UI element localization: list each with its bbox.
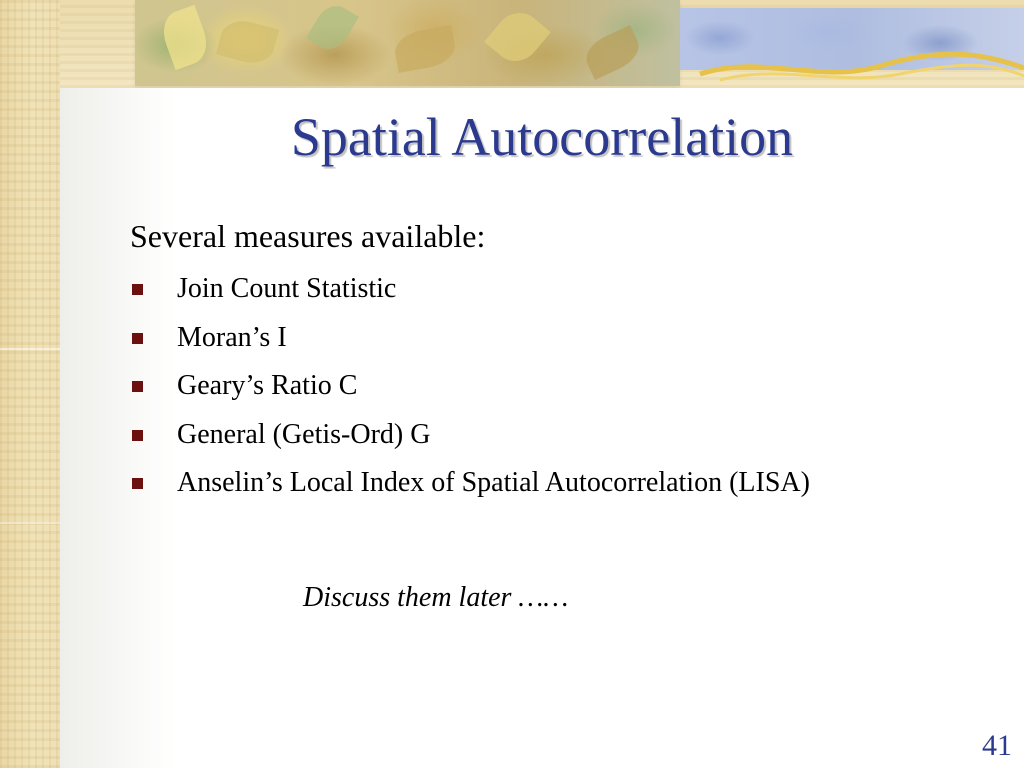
bullet-item (130, 317, 810, 366)
bullet-text: Geary’s Ratio C (177, 370, 358, 401)
bullet-item (130, 365, 810, 414)
leaf-image (392, 25, 458, 73)
leaf-image (484, 3, 551, 70)
page-number: 41 (982, 729, 1012, 762)
bullet-text: Moran’s I (177, 321, 287, 353)
leaf-image (216, 16, 279, 69)
square-bullet-icon (132, 284, 143, 295)
square-bullet-icon (132, 430, 143, 441)
leaf-image (306, 0, 359, 56)
intro-text: Several measures available: (130, 218, 486, 254)
discuss-note: Discuss them later …… (303, 582, 569, 613)
bullet-item (130, 268, 810, 317)
bullet-list (130, 268, 810, 511)
square-bullet-icon (132, 333, 143, 344)
slide-title: Spatial Autocorrelation (290, 107, 794, 167)
bullet-text: General (Getis-Ord) G (177, 418, 431, 450)
golden-swirl-decoration (700, 44, 1024, 86)
square-bullet-icon (132, 381, 143, 392)
leaf-image (157, 5, 213, 70)
bullet-item (130, 462, 810, 511)
bullet-item (130, 414, 810, 463)
square-bullet-icon (132, 478, 143, 489)
leaf-collage-image (135, 0, 680, 86)
bullet-text: Anselin’s Local Index of Spatial Autocorrelation (LISA) (177, 467, 810, 498)
bullet-text: Join Count Statistic (177, 273, 397, 304)
leaf-image (580, 25, 645, 80)
